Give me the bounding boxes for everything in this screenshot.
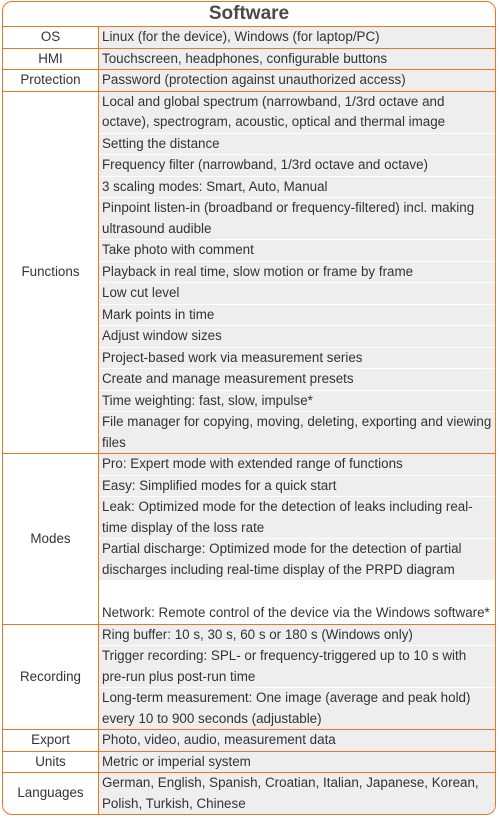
function-item: Mark points in time <box>99 304 496 326</box>
value-units: Metric or imperial system <box>99 751 496 773</box>
function-item: File manager for copying, moving, deleting, exporting and viewing files <box>99 412 496 454</box>
function-item: Local and global spectrum (narrowband, 1/3rd octave and octave), spectrogram, acoustic, optical and thermal image <box>99 91 496 133</box>
value-protection: Password (protection against unauthorized access) <box>99 70 496 92</box>
function-item: Pinpoint listen-in (broadband or frequency-filtered) incl. making ultrasound audible <box>99 198 496 240</box>
row-modes <box>3 454 495 476</box>
value-export: Photo, video, audio, measurement data <box>99 730 496 752</box>
row-hmi <box>3 48 495 70</box>
function-item: Setting the distance <box>99 133 496 155</box>
category-export: Export <box>3 730 99 752</box>
value-os: Linux (for the device), Windows (for laptop/PC) <box>99 27 496 48</box>
category-os: OS <box>3 27 99 48</box>
row-os <box>3 27 495 48</box>
recording-item: Ring buffer: 10 s, 30 s, 60 s or 180 s (Windows only) <box>99 624 496 646</box>
table-title: Software <box>3 2 495 27</box>
function-item: Create and manage measurement presets <box>99 369 496 391</box>
row-export <box>3 730 495 752</box>
mode-item: Network: Remote control of the device via the Windows software* <box>99 603 496 625</box>
mode-item: Partial discharge: Optimized mode for the detection of partial discharges including real-time display of the PRPD diagram <box>99 539 496 581</box>
function-item: Frequency filter (narrowband, 1/3rd octave and octave) <box>99 155 496 177</box>
function-item: Low cut level <box>99 283 496 305</box>
value-hmi: Touchscreen, headphones, configurable buttons <box>99 48 496 70</box>
function-item: 3 scaling modes: Smart, Auto, Manual <box>99 176 496 198</box>
category-recording: Recording <box>3 624 99 730</box>
function-item: Time weighting: fast, slow, impulse* <box>99 390 496 412</box>
category-modes: Modes <box>3 454 99 625</box>
category-languages: Languages <box>3 773 99 815</box>
mode-item: Leak: Optimized mode for the detection of leaks including real-time display of the loss rate <box>99 497 496 539</box>
recording-item: Long-term measurement: One image (average and peak hold) every 10 to 900 seconds (adjustable) <box>99 688 496 730</box>
value-languages: German, English, Spanish, Croatian, Italian, Japanese, Korean, Polish, Turkish, Chinese <box>99 773 496 815</box>
mode-item: Pro: Expert mode with extended range of functions <box>99 454 496 476</box>
spec-table <box>3 27 495 814</box>
row-languages <box>3 773 495 815</box>
mode-item: Easy: Simplified modes for a quick start <box>99 475 496 497</box>
function-item: Adjust window sizes <box>99 326 496 348</box>
row-functions <box>3 91 495 133</box>
software-spec-table <box>2 1 496 815</box>
category-protection: Protection <box>3 70 99 92</box>
row-units <box>3 751 495 773</box>
function-item: Playback in real time, slow motion or frame by frame <box>99 261 496 283</box>
mode-spacer <box>99 581 496 603</box>
recording-item: Trigger recording: SPL- or frequency-triggered up to 10 s with pre-run plus post-run time <box>99 646 496 688</box>
category-hmi: HMI <box>3 48 99 70</box>
function-item: Project-based work via measurement series <box>99 347 496 369</box>
row-protection <box>3 70 495 92</box>
category-functions: Functions <box>3 91 99 454</box>
row-recording <box>3 624 495 646</box>
function-item: Take photo with comment <box>99 240 496 262</box>
category-units: Units <box>3 751 99 773</box>
